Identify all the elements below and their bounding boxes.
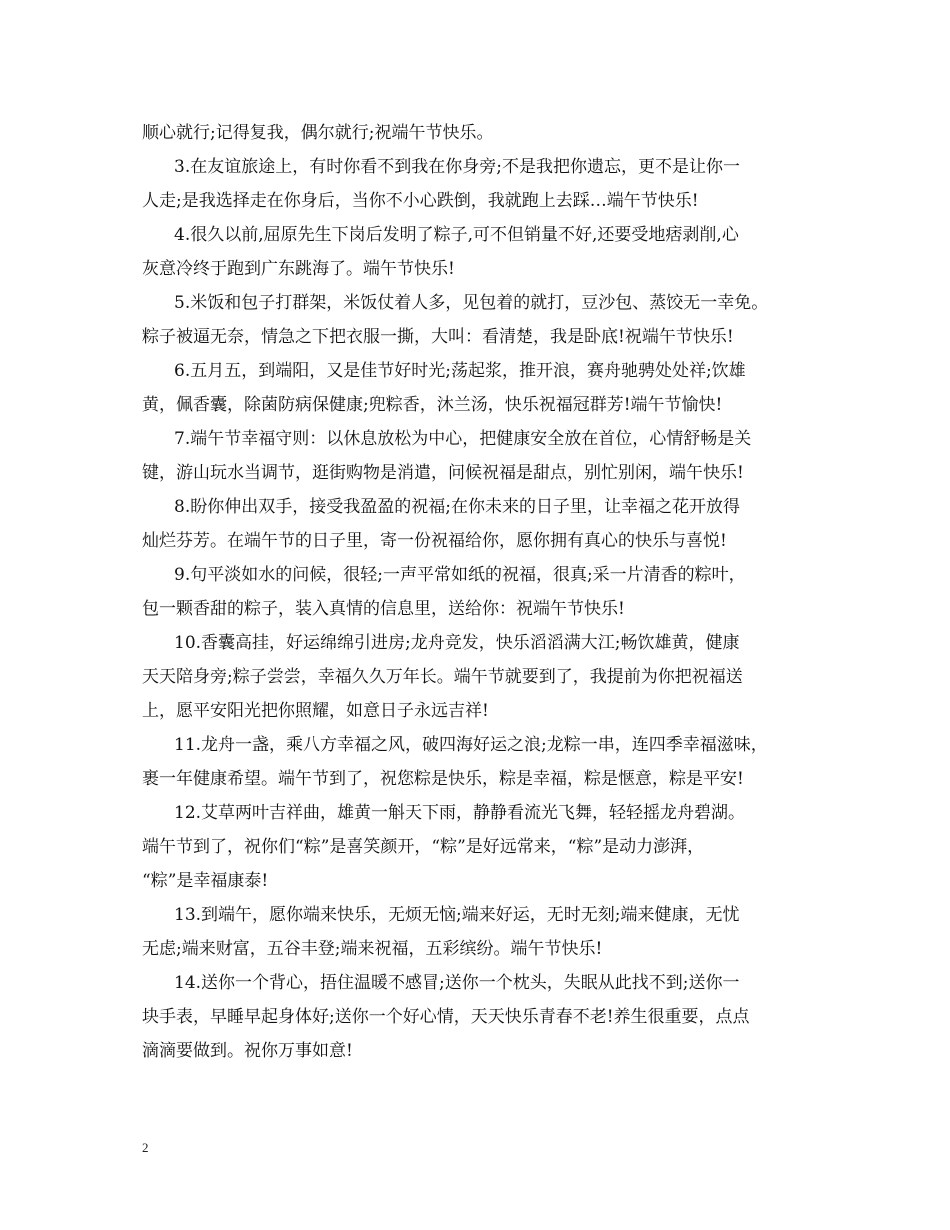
text-line: 粽子被逼无奈，情急之下把衣服一撕，大叫：看清楚，我是卧底!祝端午节快乐! <box>142 327 734 347</box>
text-line: 顺心就行;记得复我，偶尔就行;祝端午节快乐。 <box>142 123 494 143</box>
text-line: 端午节到了，祝你们“粽”是喜笑颜开，“粽”是好远常来，“粽”是动力澎湃， <box>142 837 705 857</box>
body-text <box>142 116 826 1068</box>
text-line: 10.香囊高挂，好运绵绵引进房;龙舟竞发，快乐滔滔满大江;畅饮雄黄，健康 <box>174 633 740 653</box>
text-line: 人走;是我选择走在你身后，当你不小心跌倒，我就跑上去踩…端午节快乐! <box>142 191 699 211</box>
page-number: 2 <box>142 1140 149 1155</box>
text-line: 灰意冷终于跑到广东跳海了。端午节快乐! <box>142 259 455 279</box>
text-line: 5.米饭和包子打群架，米饭仗着人多，见包着的就打，豆沙包、蒸饺无一幸免。 <box>174 293 769 313</box>
text-line: 灿烂芬芳。在端午节的日子里，寄一份祝福给你，愿你拥有真心的快乐与喜悦! <box>142 531 727 551</box>
text-line: 7.端午节幸福守则：以休息放松为中心，把健康安全放在首位，心情舒畅是关 <box>174 429 752 449</box>
text-line: 上，愿平安阳光把你照耀，如意日子永远吉祥! <box>142 701 489 721</box>
text-line: 无虑;端来财富，五谷丰登;端来祝福，五彩缤纷。端午节快乐! <box>142 939 603 959</box>
text-line: 6.五月五，到端阳，又是佳节好时光;荡起浆，推开浪，赛舟驰骋处处祥;饮雄 <box>174 361 746 381</box>
text-line: 滴滴要做到。祝你万事如意! <box>142 1041 353 1061</box>
text-line: 键，游山玩水当调节，逛街购物是消遣，问候祝福是甜点，别忙别闲，端午快乐! <box>142 463 744 483</box>
text-line: 8.盼你伸出双手，接受我盈盈的祝福;在你未来的日子里，让幸福之花开放得 <box>174 497 740 517</box>
text-line: 3.在友谊旅途上，有时你看不到我在你身旁;不是我把你遗忘，更不是让你一 <box>174 157 740 177</box>
text-line: 黄，佩香囊，除菌防病保健康;兜粽香，沐兰汤，快乐祝福冠群芳!端午节愉快! <box>142 395 723 415</box>
text-line: 12.艾草两叶吉祥曲，雄黄一斛天下雨，静静看流光飞舞，轻轻摇龙舟碧湖。 <box>174 803 746 823</box>
text-line: 天天陪身旁;粽子尝尝，幸福久久万年长。端午节就要到了，我提前为你把祝福送 <box>142 667 743 687</box>
text-line: 裹一年健康希望。端午节到了，祝您粽是快乐，粽是幸福，粽是惬意，粽是平安! <box>142 769 744 789</box>
text-line: 11.龙舟一盏，乘八方幸福之风，破四海好运之浪;龙粽一串，连四季幸福滋味， <box>174 735 768 755</box>
text-line: 4.很久以前,屈原先生下岗后发明了粽子,可不但销量不好,还要受地痞剥削,心 <box>174 225 739 245</box>
text-line: 包一颗香甜的粽子，装入真情的信息里，送给你：祝端午节快乐! <box>142 599 625 619</box>
text-line: 块手表，早睡早起身体好;送你一个好心情，天天快乐青春不老!养生很重要，点点 <box>142 1007 750 1027</box>
text-line: 14.送你一个背心，捂住温暖不感冒;送你一个枕头，失眠从此找不到;送你一 <box>174 973 740 993</box>
text-line: 13.到端午，愿你端来快乐，无烦无恼;端来好运，无时无刻;端来健康，无忧 <box>174 905 740 925</box>
text-line: “粽”是幸福康泰! <box>142 871 269 891</box>
text-line: 9.句平淡如水的问候，很轻;一声平常如纸的祝福，很真;采一片清香的粽叶， <box>174 565 746 585</box>
